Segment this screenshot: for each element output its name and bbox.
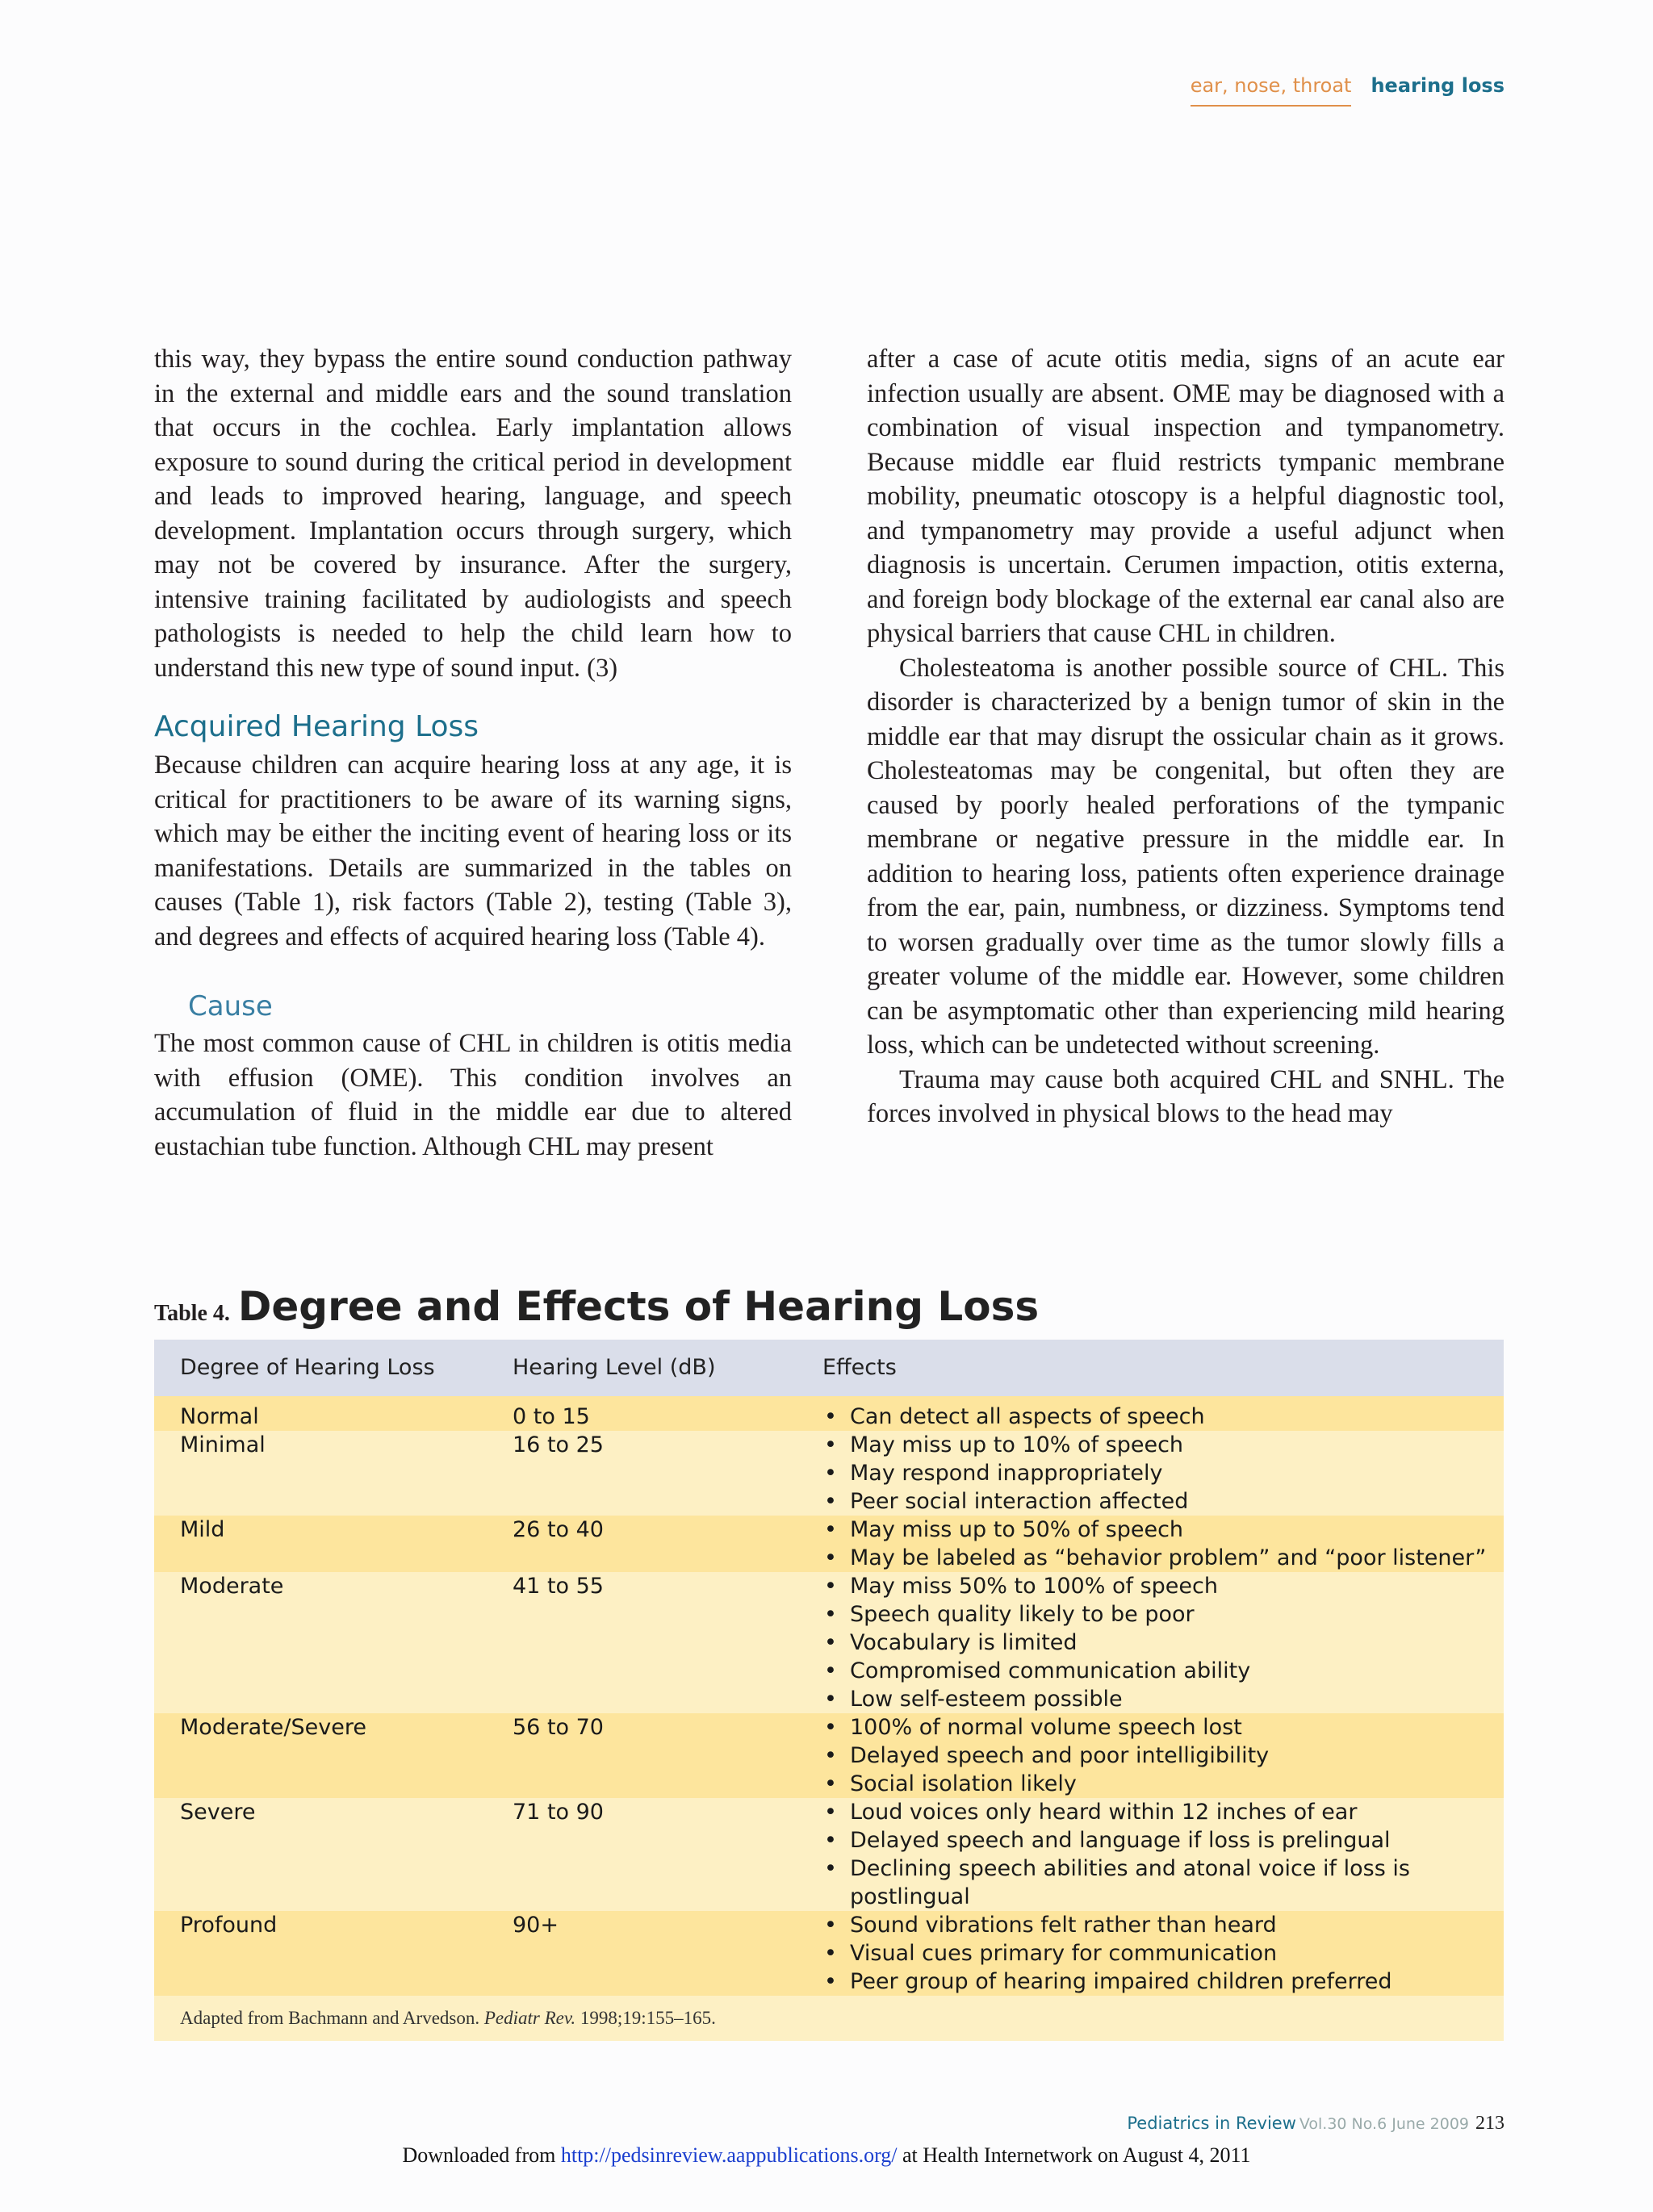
hearing-level-cell: 56 to 70 <box>513 1715 604 1740</box>
left-column <box>154 342 792 1164</box>
hearing-loss-table <box>154 1340 1504 2041</box>
journal-name: Pediatrics in Review <box>1127 2114 1296 2133</box>
effects-cell <box>822 1798 1504 1911</box>
effect-item: • 100% of normal volume speech lost <box>822 1713 1488 1742</box>
effect-item: • Declining speech abilities and atonal voice if loss is postlingual <box>822 1854 1488 1911</box>
page-footer <box>1127 2113 1504 2135</box>
effect-item: • Social isolation likely <box>822 1770 1488 1798</box>
effects-list <box>822 1798 1488 1911</box>
effect-item: • Delayed speech and language if loss is prelingual <box>822 1826 1488 1854</box>
degree-cell: Mild <box>180 1517 225 1542</box>
effect-item: • Loud voices only heard within 12 inches of ear <box>822 1798 1488 1826</box>
column-header: Hearing Level (dB) <box>513 1355 716 1380</box>
download-prefix: Downloaded from <box>402 2143 556 2167</box>
degree-cell: Severe <box>180 1800 256 1825</box>
table-title: Degree and Effects of Hearing Loss <box>237 1283 1040 1330</box>
download-link[interactable]: http://pedsinreview.aappublications.org/ <box>560 2143 898 2167</box>
body-paragraph: after a case of acute otitis media, signs of an acute ear infection usually are absent. OME may be diagnosed with a combination of visual inspection and tympanometry. Because middle ear fluid restricts tympanic membrane mobility, pneumatic otoscopy is a helpful diagnostic tool, and tympanometry may provide a useful adjunct when diagnosis is uncertain. Cerumen impaction, otitis externa, and foreign body blockage of the external ear canal also are physical barriers that cause CHL in children. <box>867 345 1504 648</box>
degree-cell: Moderate <box>180 1574 284 1599</box>
effects-list <box>822 1431 1488 1516</box>
hearing-level-cell: 0 to 15 <box>513 1404 590 1429</box>
effects-list <box>822 1713 1488 1798</box>
table-row <box>154 1572 1504 1713</box>
page-number: 213 <box>1475 2113 1504 2134</box>
body-paragraph: The most common cause of CHL in children is otitis media with effusion (OME). This condition involves an accumulation of fluid in the middle ear due to altered eustachian tube function. Although CHL may present <box>154 1029 792 1161</box>
hearing-level-cell: 90+ <box>513 1913 559 1938</box>
effect-item: • Visual cues primary for communication <box>822 1939 1488 1967</box>
right-column <box>867 342 1504 1131</box>
effects-cell <box>822 1431 1504 1516</box>
table-row <box>154 1911 1504 1996</box>
footnote-citation: 1998;19:155–165. <box>580 2008 716 2028</box>
table-body <box>154 1396 1504 1996</box>
effect-item: • Low self-esteem possible <box>822 1685 1488 1713</box>
effect-item: • Peer social interaction affected <box>822 1487 1488 1516</box>
topic-label: hearing loss <box>1371 74 1504 97</box>
body-paragraph: Trauma may cause both acquired CHL and SNHL. The forces involved in physical blows to the head may <box>867 1064 1504 1128</box>
column-header: Degree of Hearing Loss <box>180 1355 435 1380</box>
effect-item: • Vocabulary is limited <box>822 1629 1488 1657</box>
table-row <box>154 1396 1504 1431</box>
footnote-journal: Pediatr Rev. <box>483 2008 576 2028</box>
table-number: Table 4. <box>154 1301 230 1326</box>
effect-item: • Can detect all aspects of speech <box>822 1403 1488 1431</box>
hearing-level-cell: 26 to 40 <box>513 1517 604 1542</box>
section-label: ear, nose, throat <box>1191 74 1352 107</box>
journal-volume: Vol.30 No.6 June 2009 <box>1299 2115 1469 2133</box>
download-notice <box>0 2143 1653 2168</box>
degree-cell: Moderate/Severe <box>180 1715 366 1740</box>
degree-cell: Normal <box>180 1404 259 1429</box>
table-row <box>154 1798 1504 1911</box>
degree-cell: Profound <box>180 1913 278 1938</box>
effects-list <box>822 1403 1488 1431</box>
effect-item: • May miss up to 50% of speech <box>822 1516 1488 1544</box>
table-row <box>154 1431 1504 1516</box>
degree-cell: Minimal <box>180 1432 266 1457</box>
effect-item: • May respond inappropriately <box>822 1459 1488 1487</box>
section-heading: Acquired Hearing Loss <box>154 710 479 743</box>
effect-item: • Sound vibrations felt rather than heard <box>822 1911 1488 1939</box>
effect-item: • May miss 50% to 100% of speech <box>822 1572 1488 1600</box>
hearing-level-cell: 16 to 25 <box>513 1432 604 1457</box>
effects-cell <box>822 1713 1504 1798</box>
table-row <box>154 1713 1504 1798</box>
effects-list <box>822 1516 1488 1572</box>
effect-item: • Delayed speech and poor intelligibility <box>822 1742 1488 1770</box>
table-header-row <box>154 1340 1504 1396</box>
footnote-source: Adapted from Bachmann and Arvedson. <box>180 2008 480 2028</box>
table-row <box>154 1516 1504 1572</box>
effect-item: • Peer group of hearing impaired children preferred <box>822 1967 1488 1996</box>
table-caption <box>154 1283 1039 1330</box>
body-paragraph: Cholesteatoma is another possible source of CHL. This disorder is characterized by a benign tumor of skin in the middle ear that may disrupt the ossicular chain as it grows. Cholesteatomas may be congenital, but often they are caused by poorly healed perforations of the tympanic membrane or negative pressure in the middle ear. In addition to hearing loss, patients often experience drainage from the ear, pain, numbness, or dizziness. Symptoms tend to worsen gradually over time as the tumor slowly fills a greater volume of the middle ear. However, some children can be asymptomatic other than experiencing mild hearing loss, which can be undetected without screening. <box>867 653 1504 1060</box>
table-footnote <box>154 1996 1504 2041</box>
effect-item: • May miss up to 10% of speech <box>822 1431 1488 1459</box>
effects-cell <box>822 1516 1504 1572</box>
effects-list <box>822 1911 1488 1996</box>
subsection-heading: Cause <box>188 990 273 1022</box>
effect-item: • Speech quality likely to be poor <box>822 1600 1488 1629</box>
hearing-level-cell: 41 to 55 <box>513 1574 604 1599</box>
body-paragraph: this way, they bypass the entire sound conduction pathway in the external and middle ears and the sound translation that occurs in the cochlea. Early implantation allows exposure to sound during the critical period in development and leads to improved hearing, language, and speech development. Implantation occurs through surgery, which may not be covered by insurance. After the surgery, intensive training facilitated by audiologists and speech pathologists is needed to help the child learn how to understand this new type of sound input. (3) <box>154 345 792 683</box>
effects-cell <box>822 1403 1504 1431</box>
effect-item: • May be labeled as “behavior problem” and “poor listener” <box>822 1544 1488 1572</box>
effects-cell <box>822 1911 1504 1996</box>
hearing-level-cell: 71 to 90 <box>513 1800 604 1825</box>
body-paragraph: Because children can acquire hearing loss at any age, it is critical for practitioners to be aware of its warning signs, which may be either the inciting event of hearing loss or its manifestations. Details are summarized in the tables on causes (Table 1), risk factors (Table 2), testing (Table 3), and degrees and effects of acquired hearing loss (Table 4). <box>154 751 792 951</box>
effect-item: • Compromised communication ability <box>822 1657 1488 1685</box>
running-header <box>1191 74 1504 97</box>
effects-cell <box>822 1572 1504 1713</box>
effects-list <box>822 1572 1488 1713</box>
download-suffix: at Health Internetwork on August 4, 2011 <box>902 2143 1251 2167</box>
column-header: Effects <box>822 1355 897 1380</box>
